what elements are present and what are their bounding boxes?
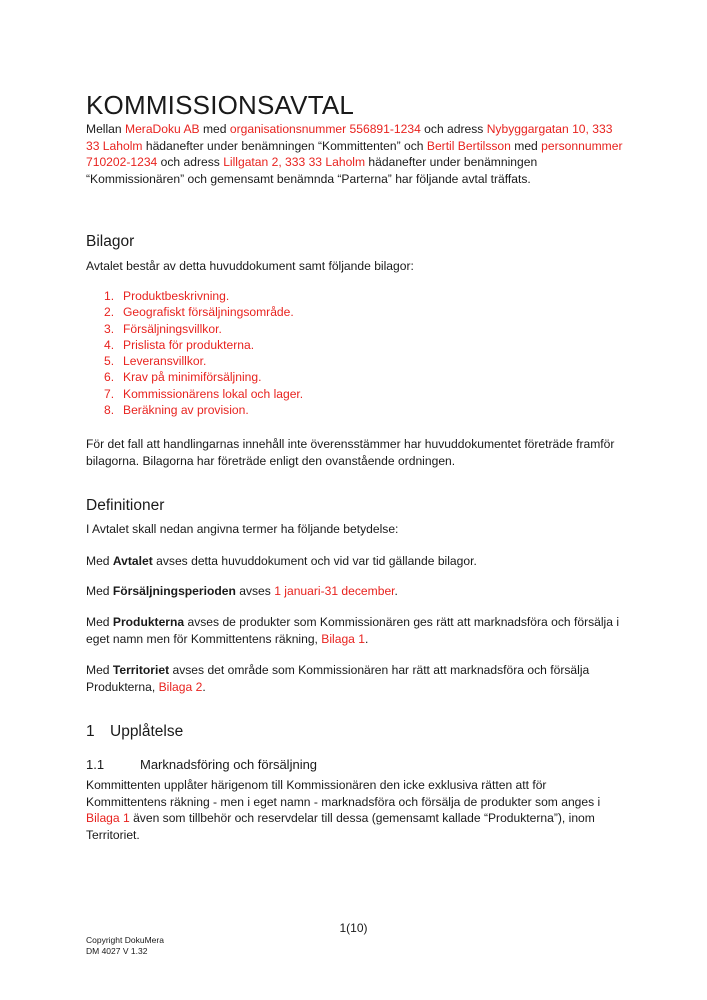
list-number: 7. [104, 386, 115, 401]
intro-text: och adress [157, 155, 224, 169]
list-item [104, 321, 303, 337]
definition-forsaljningsperioden [86, 583, 626, 600]
def-text: Med [86, 584, 113, 598]
definitioner-heading: Definitioner [86, 497, 165, 514]
def-term: Avtalet [112, 554, 153, 568]
list-number: 6. [104, 370, 115, 385]
list-number: 5. [104, 354, 115, 369]
intro-text: med [510, 138, 542, 153]
intro-text: hädanefter under benämningen “Kommittenten” och [142, 138, 427, 153]
bilagor-intro: Avtalet består av detta huvuddokument samt följande bilagor: [86, 259, 414, 273]
bilagor-list [104, 288, 303, 418]
list-item [104, 369, 303, 385]
footer-version: DM 4027 V 1.32 [86, 946, 148, 956]
def-text: . [365, 631, 369, 646]
section-1-1-paragraph [86, 777, 626, 843]
def-placeholder: 1 januari-31 december [274, 584, 395, 598]
list-number: 4. [104, 337, 115, 352]
def-text: . [202, 679, 206, 694]
def-placeholder: Bilaga 1 [321, 631, 365, 646]
list-text: Kommissionärens lokal och lager. [123, 386, 304, 401]
list-item [104, 402, 303, 418]
list-text: Leveransvillkor. [123, 354, 207, 369]
def-text: Med [86, 663, 113, 677]
subsection-1-1-heading [86, 756, 317, 774]
def-term: Territoriet [112, 663, 170, 677]
def-text: . [394, 584, 398, 598]
list-text: Beräkning av provision. [123, 403, 249, 418]
list-number: 2. [104, 305, 115, 320]
person-address: Lillgatan 2, 333 33 Laholm [223, 155, 366, 169]
definition-territoriet [86, 662, 626, 695]
section-text: Kommittenten upplåter härigenom till Kommissionären den icke exklusiva rätten att för Kommittentens räkning - men i eget namn - marknadsföra och försälja de produkter som anges i [86, 778, 601, 809]
list-text: Prislista för produkterna. [123, 337, 255, 352]
section-number: 1 [86, 723, 95, 740]
intro-text: och adress [420, 122, 487, 136]
list-item [104, 353, 303, 369]
def-text: avses detta huvuddokument och vid var tid gällande bilagor. [152, 554, 477, 568]
person-number: personnummer 710202-1234 [86, 138, 623, 169]
def-text: avses [235, 584, 275, 598]
bilagor-outro: För det fall att handlingarnas innehåll inte överensstämmer har huvuddokumentet företräde framför bilagorna. Bilagorna har företräde enligt den ovanstående ordningen. [86, 437, 615, 468]
def-term: Försäljningsperioden [112, 584, 236, 598]
document-title: KOMMISSIONSAVTAL [86, 90, 355, 120]
list-text: Försäljningsvillkor. [123, 321, 222, 336]
list-number: 3. [104, 321, 115, 336]
list-number: 8. [104, 403, 115, 418]
def-text: Med [86, 554, 113, 568]
section-text: även som tillbehör och reservdelar till dessa (gemensamt kallade “Produkterna”), inom Territoriet. [86, 811, 595, 842]
definitioner-intro: I Avtalet skall nedan angivna termer ha följande betydelse: [86, 522, 399, 536]
company-address: Nybyggargatan 10, 333 33 Laholm [86, 122, 613, 153]
intro-paragraph [86, 121, 626, 187]
subsection-title: Marknadsföring och försäljning [140, 757, 318, 772]
org-number: organisationsnummer 556891-1234 [229, 122, 421, 136]
def-placeholder: Bilaga 2 [158, 679, 203, 694]
subsection-number: 1.1 [86, 757, 105, 772]
bilagor-heading: Bilagor [86, 233, 135, 250]
definition-produkterna [86, 614, 626, 647]
intro-text: hädanefter under benämningen “Kommissionären” och gemensamt benämnda “Parterna” har följande avtal träffats. [86, 155, 538, 186]
list-text: Geografiskt försäljningsområde. [123, 305, 294, 320]
list-item [104, 304, 303, 320]
footer [86, 935, 164, 957]
list-text: Produktbeskrivning. [123, 289, 230, 303]
intro-text: Mellan [86, 122, 125, 136]
def-text: avses de produkter som Kommissionären ges rätt att marknadsföra och försälja i eget namn men för Kommittentens räkning, [86, 615, 620, 646]
section-placeholder: Bilaga 1 [86, 811, 130, 825]
def-term: Produkterna [112, 615, 185, 629]
def-text: avses det område som Kommissionären har rätt att marknadsföra och försälja Produkterna, [86, 663, 590, 694]
intro-text: med [199, 122, 230, 136]
list-text: Krav på minimiförsäljning. [123, 370, 262, 385]
definition-avtalet [86, 553, 626, 570]
section-1-heading [86, 722, 183, 742]
list-item [104, 386, 303, 402]
list-item [104, 337, 303, 353]
company-name: MeraDoku AB [125, 122, 200, 136]
section-title: Upplåtelse [110, 723, 184, 740]
footer-copyright: Copyright DokuMera [86, 935, 164, 945]
def-text: Med [86, 615, 113, 629]
list-item [104, 288, 303, 304]
page-number: 1(10) [339, 921, 368, 935]
person-name: Bertil Bertilsson [426, 138, 511, 153]
list-number: 1. [104, 289, 115, 303]
